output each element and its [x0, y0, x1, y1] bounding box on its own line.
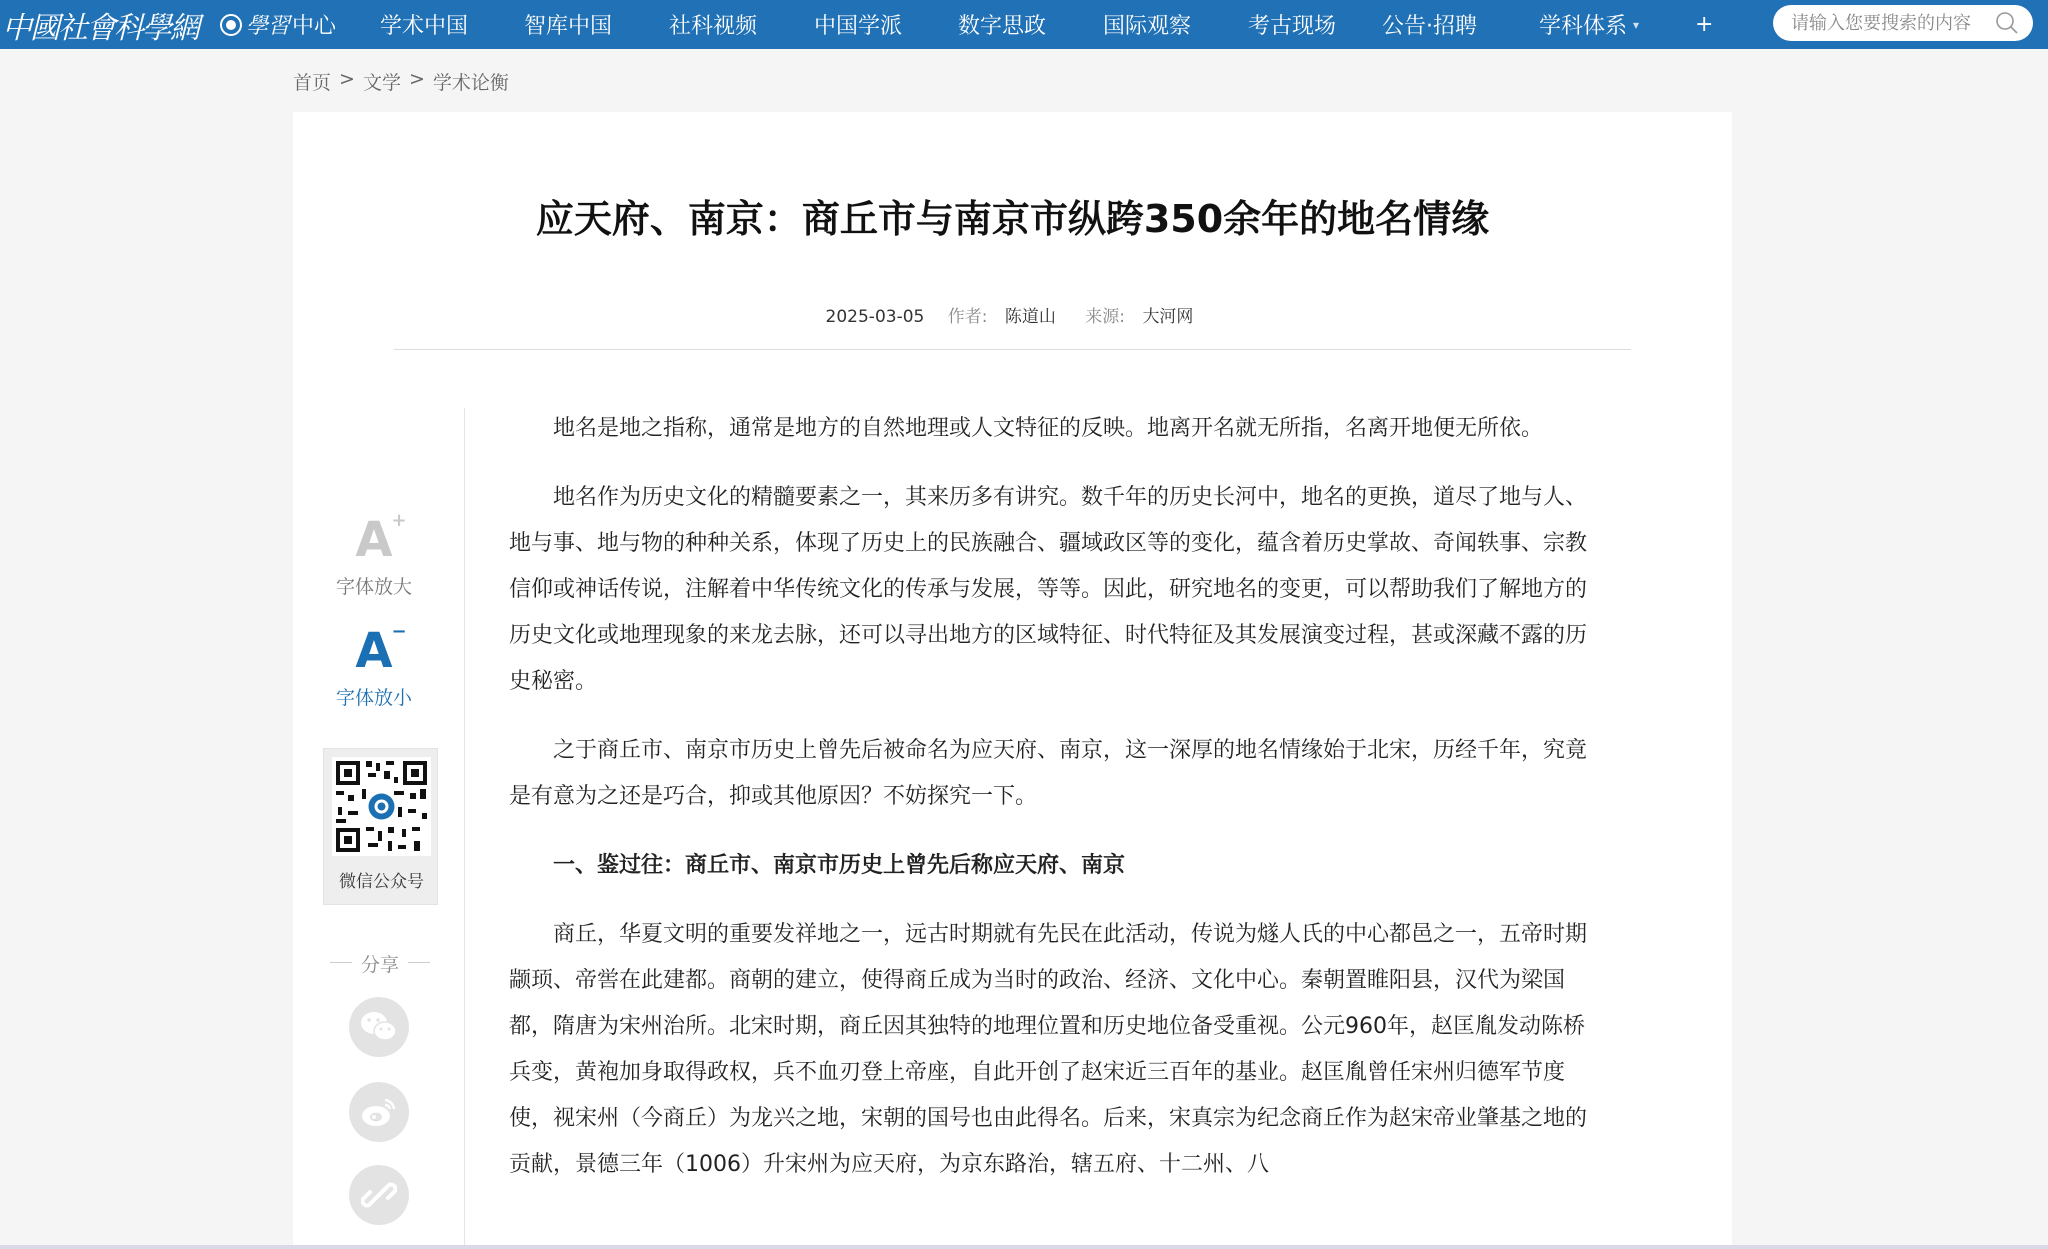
wechat-qr-card — [323, 748, 438, 905]
article-container — [293, 112, 1732, 1249]
article-subheading: 一、鉴过往：商丘市、南京市历史上曾先后称应天府、南京 — [553, 853, 1126, 878]
nav-item-label: 中心 — [292, 14, 337, 39]
font-increase-label: 字体放大 — [335, 576, 412, 598]
font-decrease-icon: A − — [355, 621, 407, 679]
qr-label: 微信公众号 — [339, 872, 424, 892]
logo-text: 中國社會科學網 — [2, 10, 198, 46]
nav-item-chinese-school[interactable] — [814, 0, 902, 49]
chevron-down-icon: ▾ — [1633, 17, 1640, 32]
article-paragraph: 地名是地之指称，通常是地方的自然地理或人文特征的反映。地离开名就无所指，名离开地便无所依。 — [553, 416, 1544, 441]
search-input[interactable] — [1791, 13, 1991, 34]
qr-code-image — [332, 757, 431, 856]
page-bottom-edge — [0, 1245, 2048, 1249]
share-label: 分享 — [330, 950, 430, 977]
link-icon — [361, 1177, 397, 1213]
search-box — [1773, 5, 2033, 41]
article-paragraph: 商丘，华夏文明的重要发祥地之一，远古时期就有先民在此活动，传说为燧人氏的中心都邑之一，五帝时期颛顼、帝喾在此建都。商朝的建立，使得商丘成为当时的政治、经济、文化中心。秦朝置睢阳县，汉代为梁国都，隋唐为宋州治所。北宋时期，商丘因其独特的地理位置和历史地位备受重视。公元960年，赵匡胤发动陈桥兵变，黄袍加身取得政权，兵不血刃登上帝座，自此开创了赵宋近三百年的基业。赵匡胤曾任宋州归德军节度使，视宋州（今商丘）为龙兴之地，宋朝的国号也由此得名。后来，宋真宗为纪念商丘作为赵宋帝业肇基之地的贡献，景德三年（1006）升宋州为应天府，为京东路治，辖五府、十二州、八 — [509, 922, 1588, 1177]
font-decrease-label: 字体放小 — [335, 687, 412, 709]
article-source: 大河网 — [1142, 307, 1194, 327]
breadcrumb-separator: > — [339, 68, 355, 90]
font-increase-button[interactable] — [324, 510, 424, 599]
xuexi-logo-icon: 學習 — [220, 9, 290, 40]
nav-item-digital-ideology[interactable] — [958, 0, 1046, 49]
article-paragraph: 之于商丘市、南京市历史上曾先后被命名为应天府、南京，这一深厚的地名情缘始于北宋，历经千年，究竟是有意为之还是巧合，抑或其他原因？不妨探究一下。 — [509, 738, 1588, 809]
nav-item-disciplines[interactable] — [1539, 0, 1639, 49]
nav-item-label: 中国学派 — [814, 14, 903, 39]
nav-item-label: 社科视频 — [669, 14, 758, 39]
wechat-icon — [359, 1009, 399, 1045]
breadcrumb-home[interactable]: 首页 — [293, 72, 332, 94]
nav-item-label: 智库中国 — [524, 14, 613, 39]
nav-item-xuexi-center[interactable] — [220, 0, 336, 49]
copy-link-button[interactable] — [349, 1165, 409, 1225]
font-decrease-button[interactable] — [324, 621, 424, 710]
author-label: 作者: — [947, 307, 988, 327]
weibo-icon — [359, 1095, 399, 1129]
nav-item-international[interactable] — [1103, 0, 1191, 49]
nav-item-think-tank[interactable] — [524, 0, 612, 49]
site-logo[interactable] — [0, 0, 198, 49]
article-title: 应天府、南京：商丘市与南京市纵跨350余年的地名情缘 — [535, 197, 1490, 241]
breadcrumb-separator: > — [408, 68, 425, 90]
article-body — [509, 406, 1594, 1211]
nav-item-label: 学术中国 — [380, 14, 469, 39]
article-meta — [293, 302, 1732, 327]
nav-item-academic-china[interactable] — [380, 0, 468, 49]
breadcrumb — [293, 68, 509, 95]
wechat-share-button[interactable] — [349, 997, 409, 1057]
nav-item-label: 数字思政 — [958, 14, 1047, 39]
nav-item-notices[interactable] — [1382, 0, 1477, 49]
top-nav-bar — [0, 0, 2048, 49]
search-icon[interactable] — [1995, 11, 2019, 35]
breadcrumb-academic[interactable]: 学术论衡 — [432, 72, 509, 94]
article-author: 陈道山 — [1004, 307, 1056, 327]
nav-item-video[interactable] — [669, 0, 757, 49]
article-date: 2025-03-05 — [825, 307, 925, 327]
nav-item-label: 学科体系 — [1539, 14, 1628, 39]
weibo-share-button[interactable] — [349, 1082, 409, 1142]
nav-item-archaeology[interactable] — [1248, 0, 1336, 49]
breadcrumb-literature[interactable]: 文学 — [362, 72, 401, 94]
nav-item-more[interactable] — [1695, 0, 1713, 49]
nav-item-label: 公告·招聘 — [1382, 14, 1477, 39]
source-label: 来源: — [1085, 307, 1126, 327]
sidebar-divider — [464, 408, 465, 1249]
nav-item-label: 考古现场 — [1248, 14, 1337, 39]
nav-item-label: 国际观察 — [1103, 14, 1192, 39]
title-divider — [394, 349, 1631, 350]
nav-item-label: + — [1695, 12, 1714, 37]
font-increase-icon: A + — [355, 510, 407, 568]
article-paragraph: 地名作为历史文化的精髓要素之一，其来历多有讲究。数千年的历史长河中，地名的更换，道尽了地与人、地与事、地与物的种种关系，体现了历史上的民族融合、疆域政区等的变化，蕴含着历史掌故、奇闻轶事、宗教信仰或神话传说，注解着中华传统文化的传承与发展，等等。因此，研究地名的变更，可以帮助我们了解地方的历史文化或地理现象的来龙去脉，还可以寻出地方的区域特征、时代特征及其发展演变过程，甚或深藏不露的历史秘密。 — [509, 485, 1588, 694]
